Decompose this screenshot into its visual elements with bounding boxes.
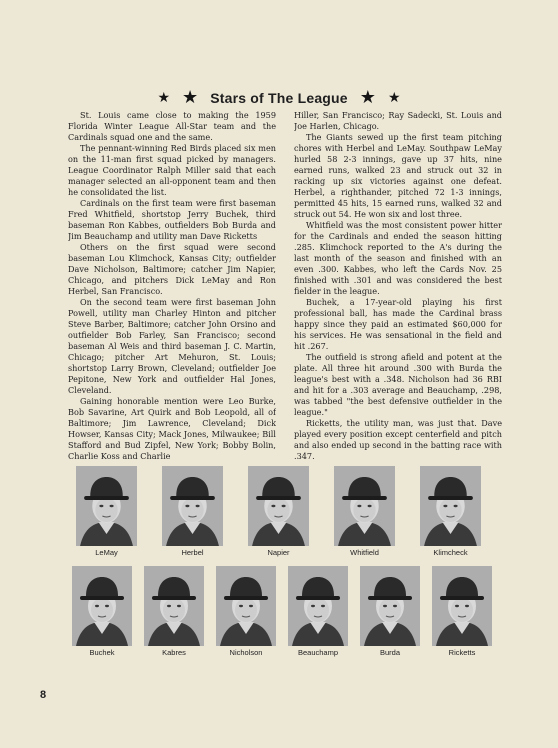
paragraph: Hiller, San Francisco; Ray Sadecki, St. Louis and Joe Harlen, Chicago. xyxy=(294,110,502,131)
player-caption: Whitfield xyxy=(350,548,379,557)
text-column-right xyxy=(294,110,502,460)
page-number: 8 xyxy=(40,689,47,701)
player-card-ricketts xyxy=(432,566,492,658)
player-portrait xyxy=(76,466,137,546)
player-portrait xyxy=(432,566,492,646)
player-portrait xyxy=(216,566,276,646)
player-card-burda xyxy=(360,566,420,658)
player-portrait xyxy=(144,566,204,646)
player-photo-grid xyxy=(72,466,504,666)
player-caption: Herbel xyxy=(181,548,204,557)
player-portrait xyxy=(334,466,395,546)
star-icon: ★ xyxy=(359,87,376,108)
text-column-left xyxy=(68,110,276,460)
paragraph: Gaining honorable mention were Leo Burke, Bob Savarine, Art Quirk and Bob Leopold, all of Baltimore; Jim Lawrence, Cleveland; Dick Howser, Kansas City; Mack Jones, Milwaukee; Bill Stafford and Bud Zipfel, New York; Bobby Bolin, Charlie Koss and Charlie xyxy=(68,396,276,460)
player-portrait xyxy=(248,466,309,546)
player-portrait xyxy=(162,466,223,546)
article-body xyxy=(68,110,502,460)
paragraph: The pennant-winning Red Birds placed six men on the 11-man first squad picked by managers. League Coordinator Ralph Miller said that each manager selected an all-opponent team and then he consolidated the list. xyxy=(68,143,276,197)
player-portrait xyxy=(420,466,481,546)
player-card-nicholson xyxy=(216,566,276,658)
player-card-buchek xyxy=(72,566,132,658)
paragraph: On the second team were first baseman John Powell, utility man Charley Hinton and pitcher Steve Barber, Baltimore; catcher John Orsino and outfielder Bob Farley, San Francisco; second baseman Al Weis and third baseman J. C. Martin, Chicago; pitcher Art Mehuron, St. Louis; shortstop Larry Brown, Cleveland; outfielder Joe Pepitone, New York and outfielder Hal Jones, Cleveland. xyxy=(68,297,276,395)
player-portrait xyxy=(288,566,348,646)
player-card-napier xyxy=(248,466,309,558)
paragraph: The Giants sewed up the first team pitching chores with Herbel and LeMay. Southpaw LeMay hurled 58 2-3 innings, gave up 37 hits, nine earned runs, walked 23 and struck out 32 in racking up six victories against one defeat. Herbel, a righthander, pitched 72 1-3 innings, permitted 45 hits, 15 earned runs, walked 32 and struck out 54. He won six and lost three. xyxy=(294,132,502,219)
player-portrait xyxy=(72,566,132,646)
star-icon: ★ xyxy=(387,90,401,106)
photo-row-top xyxy=(76,466,481,558)
paragraph: Buchek, a 17-year-old playing his first professional ball, has made the Cardinal brass happy since they paid an estimated $60,000 for his services. He was sensational in the field and hit .267. xyxy=(294,297,502,351)
player-caption: Buchek xyxy=(89,648,115,657)
photo-row-bottom xyxy=(72,566,492,658)
player-card-kabres xyxy=(144,566,204,658)
player-card-herbel xyxy=(162,466,223,558)
article-heading xyxy=(0,86,558,110)
paragraph: Others on the first squad were second baseman Lou Klimchock, Kansas City; outfielder Dave Nicholson, Baltimore; catcher Jim Napier, Chicago, and pitchers Dick LeMay and Ron Herbel, San Francisco. xyxy=(68,242,276,296)
player-card-lemay xyxy=(76,466,137,558)
paragraph: Cardinals on the first team were first baseman Fred Whitfield, shortstop Jerry Buchek, third baseman Ron Kabbes, outfielders Bob Burda and Jim Beauchamp and utility man Dave Ricketts xyxy=(68,198,276,241)
paragraph: Whitfield was the most consistent power hitter for the Cardinals and ended the season hitting .285. Klimchock reported to the A's during the last month of the season and finished with an even .300. Kabbes, who left the Cards Nov. 25 finished with .301 and was considered the best fielder in the league. xyxy=(294,220,502,296)
player-caption: Burda xyxy=(379,648,400,657)
player-caption: LeMay xyxy=(95,548,118,557)
player-caption: Napier xyxy=(267,548,290,557)
player-caption: Ricketts xyxy=(448,648,476,657)
paragraph: The outfield is strong afield and potent at the plate. All three hit around .300 with Burda the league's best with a .348. Nicholson had 36 RBI and hit for a .303 average and Beauchamp, .298, was tabbed "the best defensive outfielder in the league." xyxy=(294,352,502,417)
player-caption: Klimcheck xyxy=(433,548,468,557)
player-caption: Kabres xyxy=(162,648,186,657)
player-caption: Beauchamp xyxy=(297,648,339,657)
article-title: Stars of The League xyxy=(210,90,348,106)
player-card-beauchamp xyxy=(288,566,348,658)
player-card-whitfield xyxy=(334,466,395,558)
player-portrait xyxy=(360,566,420,646)
player-card-klimcheck xyxy=(420,466,481,558)
paragraph: Ricketts, the utility man, was just that. Dave played every position except centerfield and pitch and also ended up second in the batting race with .347. xyxy=(294,418,502,460)
star-icon: ★ xyxy=(157,90,171,106)
player-caption: Nicholson xyxy=(229,648,263,657)
star-icon: ★ xyxy=(182,87,199,108)
paragraph: St. Louis came close to making the 1959 Florida Winter League All-Star team and the Cardinals squad one and the same. xyxy=(68,110,276,142)
